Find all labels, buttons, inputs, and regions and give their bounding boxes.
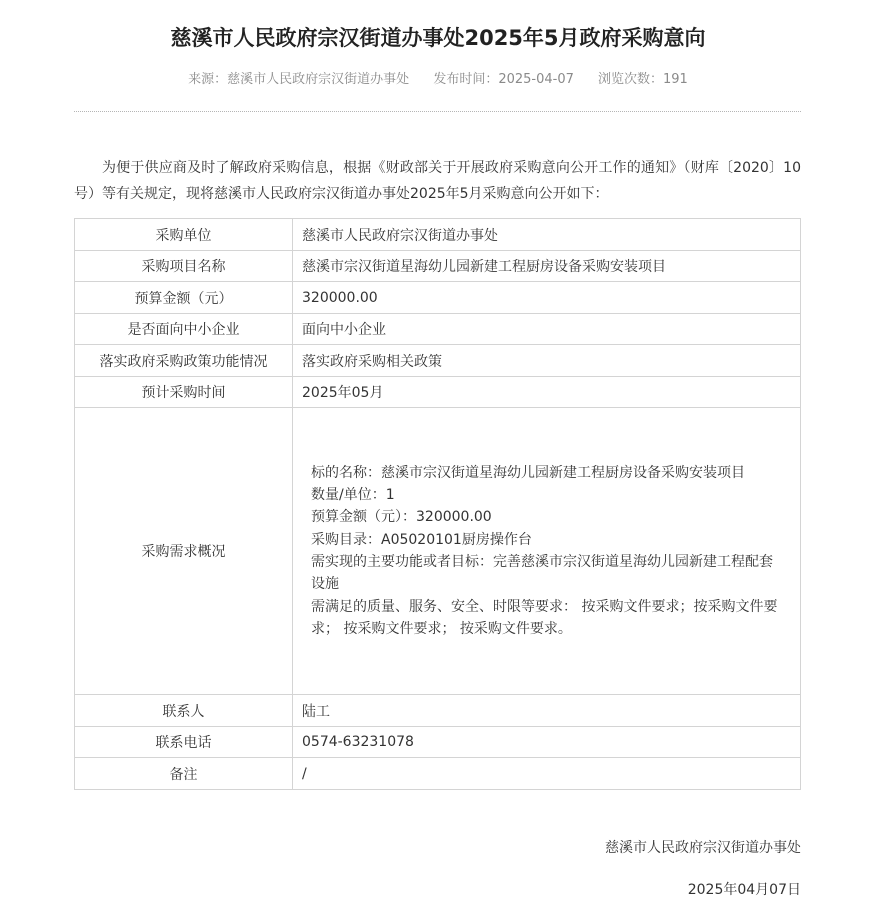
row-label-remark: 备注 xyxy=(75,758,293,790)
demand-line-item-name: 标的名称：慈溪市宗汉街道星海幼儿园新建工程厨房设备采购安装项目 xyxy=(311,464,745,481)
article-meta xyxy=(0,71,876,89)
row-value-project: 慈溪市宗汉街道星海幼儿园新建工程厨房设备采购安装项目 xyxy=(293,251,801,282)
publish-time-text: 发布时间：2025-04-07 xyxy=(433,72,574,87)
row-label-phone: 联系电话 xyxy=(75,727,293,758)
demand-line-goal: 需实现的主要功能或者目标：完善慈溪市宗汉街道星海幼儿园新建工程配套设施 xyxy=(311,554,773,593)
row-value-policy: 落实政府采购相关政策 xyxy=(293,345,801,377)
demand-line-catalog: 采购目录：A05020101厨房操作台 xyxy=(311,531,532,548)
table-row xyxy=(75,345,801,377)
dotted-divider xyxy=(74,111,801,112)
table-row xyxy=(75,377,801,408)
row-label-budget: 预算金额（元） xyxy=(75,282,293,314)
table-row xyxy=(75,695,801,727)
signature-text: 慈溪市人民政府宗汉街道办事处 xyxy=(605,840,801,856)
row-label-policy: 落实政府采购政策功能情况 xyxy=(75,345,293,377)
demand-line-budget: 预算金额（元）：320000.00 xyxy=(311,509,492,526)
intro-paragraph: 为便于供应商及时了解政府采购信息，根据《财政部关于开展政府采购意向公开工作的通知》（财库〔2020〕10号）等有关规定，现将慈溪市人民政府宗汉街道办事处2025年5月采购意向公开如下： xyxy=(74,160,801,202)
row-label-time: 预计采购时间 xyxy=(75,377,293,408)
source-text: 来源：慈溪市人民政府宗汉街道办事处 xyxy=(188,72,410,87)
table-row xyxy=(75,282,801,314)
demand-line-requirements: 需满足的质量、服务、安全、时限等要求： 按采购文件要求；按采购文件要求； 按采购文件要求； 按采购文件要求。 xyxy=(311,598,778,637)
row-label-contact: 联系人 xyxy=(75,695,293,727)
row-value-phone: 0574-63231078 xyxy=(293,727,801,758)
table-row xyxy=(75,251,801,282)
table-row xyxy=(75,314,801,345)
table-row xyxy=(75,219,801,251)
view-count-text: 浏览次数：191 xyxy=(598,72,688,87)
row-label-sme: 是否面向中小企业 xyxy=(75,314,293,345)
row-value-budget: 320000.00 xyxy=(293,282,801,314)
signature-date: 2025年04月07日 xyxy=(687,882,801,898)
row-value-time: 2025年05月 xyxy=(293,377,801,408)
row-label-unit: 采购单位 xyxy=(75,219,293,251)
row-value-unit: 慈溪市人民政府宗汉街道办事处 xyxy=(293,219,801,251)
row-label-project: 采购项目名称 xyxy=(75,251,293,282)
row-value-demand xyxy=(293,408,801,695)
page-title: 慈溪市人民政府宗汉街道办事处2025年5月政府采购意向 xyxy=(170,26,706,50)
demand-line-quantity: 数量/单位：1 xyxy=(311,487,395,504)
procurement-table xyxy=(74,218,801,790)
row-value-sme: 面向中小企业 xyxy=(293,314,801,345)
table-row xyxy=(75,727,801,758)
table-row xyxy=(75,408,801,695)
row-value-remark: / xyxy=(293,758,801,790)
row-label-demand: 采购需求概况 xyxy=(75,408,293,695)
row-value-contact: 陆工 xyxy=(293,695,801,727)
table-row xyxy=(75,758,801,790)
